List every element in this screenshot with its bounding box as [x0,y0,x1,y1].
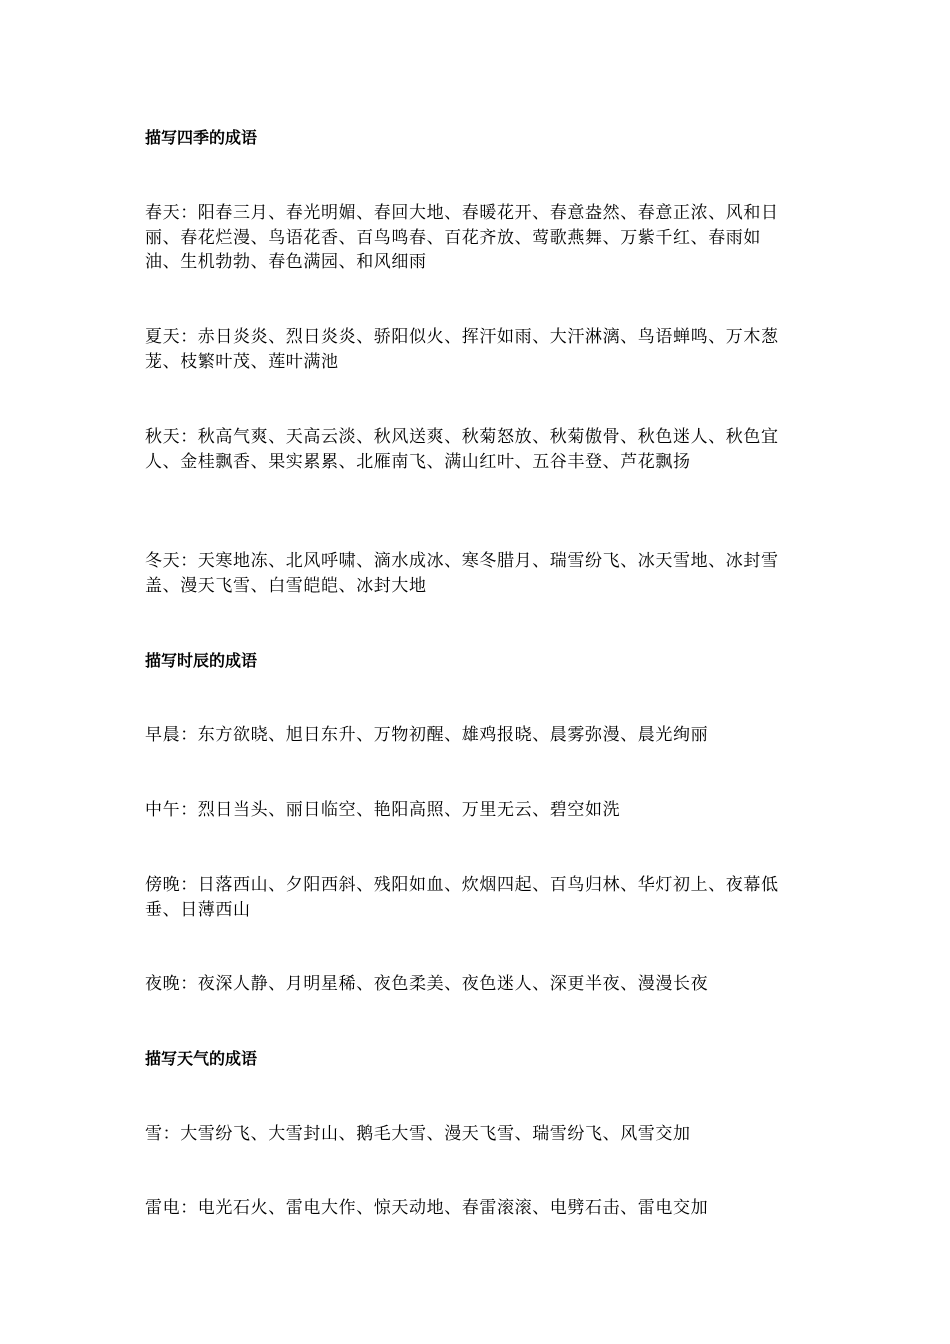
paragraph-noon: 中午：烈日当头、丽日临空、艳阳高照、万里无云、碧空如洗 [145,800,621,820]
paragraph-winter: 冬天：天寒地冻、北风呼啸、滴水成冰、寒冬腊月、瑞雪纷飞、冰天雪地、冰封雪盖、漫天飞雪、白雪皑皑、冰封大地 [145,551,779,596]
heading-seasons: 描写四季的成语 [145,128,258,147]
paragraph-night: 夜晚：夜深人静、月明星稀、夜色柔美、夜色迷人、深更半夜、漫漫长夜 [145,974,709,994]
paragraph-morning: 早晨：东方欲晓、旭日东升、万物初醒、雄鸡报晓、晨雾弥漫、晨光绚丽 [145,725,709,745]
paragraph-spring: 春天：阳春三月、春光明媚、春回大地、春暖花开、春意盎然、春意正浓、风和日丽、春花烂漫、鸟语花香、百鸟鸣春、百花齐放、莺歌燕舞、万紫千红、春雨如油、生机勃勃、春色满园、和风细雨 [145,203,779,272]
paragraph-autumn: 秋天：秋高气爽、天高云淡、秋风送爽、秋菊怒放、秋菊傲骨、秋色迷人、秋色宜人、金桂飘香、果实累累、北雁南飞、满山红叶、五谷丰登、芦花飘扬 [145,427,779,472]
paragraph-thunder: 雷电：电光石火、雷电大作、惊天动地、春雷滚滚、电劈石击、雷电交加 [145,1198,709,1218]
heading-times: 描写时辰的成语 [145,651,258,670]
paragraph-snow: 雪：大雪纷飞、大雪封山、鹅毛大雪、漫天飞雪、瑞雪纷飞、风雪交加 [145,1124,691,1144]
paragraph-dusk: 傍晚：日落西山、夕阳西斜、残阳如血、炊烟四起、百鸟归林、华灯初上、夜幕低垂、日薄西山 [145,875,779,920]
heading-weather: 描写天气的成语 [145,1049,258,1068]
paragraph-summer: 夏天：赤日炎炎、烈日炎炎、骄阳似火、挥汗如雨、大汗淋漓、鸟语蝉鸣、万木葱茏、枝繁叶茂、莲叶满池 [145,327,779,372]
